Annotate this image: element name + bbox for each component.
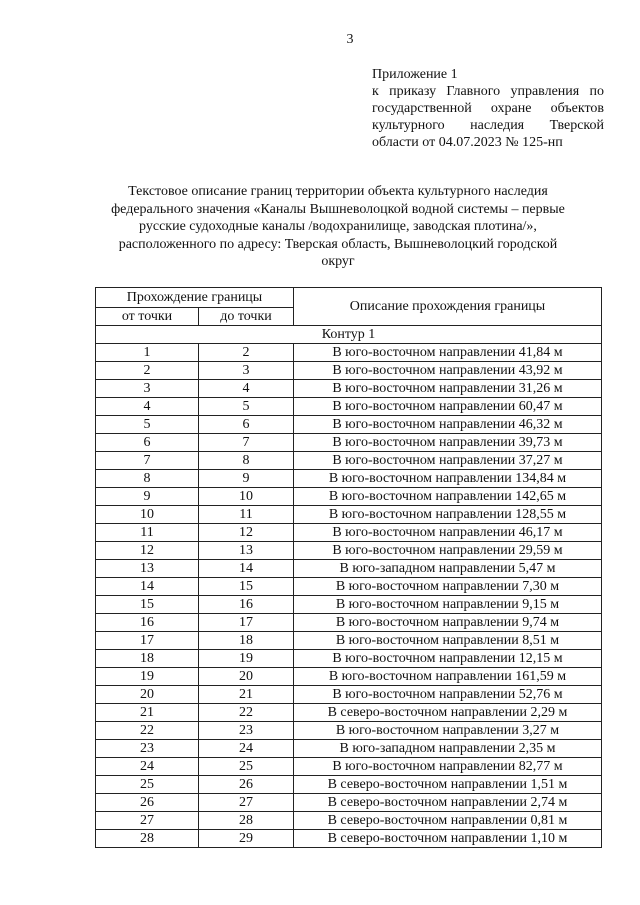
appendix-line: к приказу Главного управления по — [372, 84, 604, 99]
cell-to: 26 — [199, 776, 294, 794]
cell-from: 18 — [96, 650, 199, 668]
header-boundary: Прохождение границы — [96, 288, 294, 308]
cell-from: 7 — [96, 452, 199, 470]
cell-from: 13 — [96, 560, 199, 578]
cell-from: 24 — [96, 758, 199, 776]
cell-desc: В юго-восточном направлении 31,26 м — [294, 380, 602, 398]
table-row — [96, 578, 602, 596]
header-description: Описание прохождения границы — [294, 288, 602, 326]
cell-to: 6 — [199, 416, 294, 434]
cell-from: 6 — [96, 434, 199, 452]
cell-from: 14 — [96, 578, 199, 596]
table-row — [96, 704, 602, 722]
cell-desc: В юго-восточном направлении 3,27 м — [294, 722, 602, 740]
cell-from: 11 — [96, 524, 199, 542]
page-number: 3 — [346, 32, 354, 47]
boundary-table — [95, 287, 602, 848]
cell-from: 8 — [96, 470, 199, 488]
cell-to: 18 — [199, 632, 294, 650]
title-line: расположенного по адресу: Тверская область, Вышневолоцкий городской — [118, 236, 558, 252]
cell-to: 5 — [199, 398, 294, 416]
cell-to: 20 — [199, 668, 294, 686]
table-row — [96, 668, 602, 686]
cell-to: 17 — [199, 614, 294, 632]
cell-from: 4 — [96, 398, 199, 416]
cell-desc: В юго-восточном направлении 161,59 м — [294, 668, 602, 686]
title-line: Текстовое описание границ территории объекта культурного наследия — [128, 184, 548, 199]
title-line: федерального значения «Каналы Вышневолоцкой водной системы – первые — [111, 201, 565, 217]
cell-from: 10 — [96, 506, 199, 524]
cell-desc: В северо-восточном направлении 1,10 м — [294, 830, 602, 848]
cell-to: 13 — [199, 542, 294, 560]
cell-from: 22 — [96, 722, 199, 740]
table-row — [96, 722, 602, 740]
cell-to: 28 — [199, 812, 294, 830]
cell-to: 23 — [199, 722, 294, 740]
appendix-line: культурного наследия Тверской — [372, 118, 604, 133]
cell-from: 15 — [96, 596, 199, 614]
cell-from: 21 — [96, 704, 199, 722]
cell-to: 8 — [199, 452, 294, 470]
table-row — [96, 434, 602, 452]
cell-desc: В северо-восточном направлении 2,29 м — [294, 704, 602, 722]
cell-desc: В юго-восточном направлении 82,77 м — [294, 758, 602, 776]
cell-from: 12 — [96, 542, 199, 560]
table-row — [96, 776, 602, 794]
cell-from: 17 — [96, 632, 199, 650]
cell-desc: В юго-восточном направлении 9,74 м — [294, 614, 602, 632]
cell-from: 23 — [96, 740, 199, 758]
cell-desc: В юго-восточном направлении 60,47 м — [294, 398, 602, 416]
table-row — [96, 614, 602, 632]
cell-desc: В юго-восточном направлении 128,55 м — [294, 506, 602, 524]
title-line: округ — [321, 254, 355, 270]
cell-from: 1 — [96, 344, 199, 362]
table-row — [96, 740, 602, 758]
header-from: от точки — [96, 308, 199, 326]
table-row — [96, 596, 602, 614]
appendix-block — [372, 66, 604, 151]
table-row — [96, 632, 602, 650]
cell-desc: В юго-восточном направлении 43,92 м — [294, 362, 602, 380]
cell-to: 10 — [199, 488, 294, 506]
cell-to: 24 — [199, 740, 294, 758]
cell-from: 28 — [96, 830, 199, 848]
table-row — [96, 758, 602, 776]
cell-to: 3 — [199, 362, 294, 380]
cell-from: 2 — [96, 362, 199, 380]
document-title — [88, 183, 588, 271]
cell-to: 27 — [199, 794, 294, 812]
cell-from: 3 — [96, 380, 199, 398]
table-row — [96, 362, 602, 380]
table-row — [96, 542, 602, 560]
cell-to: 25 — [199, 758, 294, 776]
table-row — [96, 398, 602, 416]
table-row — [96, 416, 602, 434]
cell-from: 20 — [96, 686, 199, 704]
cell-desc: В юго-западном направлении 2,35 м — [294, 740, 602, 758]
table-row — [96, 470, 602, 488]
title-line: русские судоходные каналы /водохранилище, заводская плотина/», — [139, 219, 537, 235]
contour-label: Контур 1 — [96, 326, 602, 344]
cell-desc: В юго-восточном направлении 12,15 м — [294, 650, 602, 668]
table-row — [96, 506, 602, 524]
cell-desc: В юго-восточном направлении 46,17 м — [294, 524, 602, 542]
table-row — [96, 686, 602, 704]
cell-desc: В юго-восточном направлении 134,84 м — [294, 470, 602, 488]
cell-from: 5 — [96, 416, 199, 434]
cell-desc: В юго-восточном направлении 37,27 м — [294, 452, 602, 470]
cell-to: 15 — [199, 578, 294, 596]
appendix-line: Приложение 1 — [372, 67, 458, 82]
cell-from: 27 — [96, 812, 199, 830]
cell-from: 26 — [96, 794, 199, 812]
cell-to: 11 — [199, 506, 294, 524]
table-row — [96, 794, 602, 812]
cell-desc: В юго-восточном направлении 29,59 м — [294, 542, 602, 560]
appendix-line: области от 04.07.2023 № 125-нп — [372, 135, 563, 150]
cell-desc: В юго-восточном направлении 46,32 м — [294, 416, 602, 434]
table-row — [96, 524, 602, 542]
cell-desc: В юго-восточном направлении 39,73 м — [294, 434, 602, 452]
table-row — [96, 380, 602, 398]
cell-desc: В юго-восточном направлении 41,84 м — [294, 344, 602, 362]
cell-to: 21 — [199, 686, 294, 704]
cell-to: 12 — [199, 524, 294, 542]
cell-desc: В юго-восточном направлении 52,76 м — [294, 686, 602, 704]
cell-desc: В северо-восточном направлении 0,81 м — [294, 812, 602, 830]
cell-to: 4 — [199, 380, 294, 398]
cell-desc: В северо-восточном направлении 1,51 м — [294, 776, 602, 794]
cell-to: 7 — [199, 434, 294, 452]
cell-desc: В юго-восточном направлении 7,30 м — [294, 578, 602, 596]
cell-from: 9 — [96, 488, 199, 506]
table-row — [96, 812, 602, 830]
cell-to: 9 — [199, 470, 294, 488]
cell-to: 22 — [199, 704, 294, 722]
table-row — [96, 488, 602, 506]
cell-desc: В юго-восточном направлении 9,15 м — [294, 596, 602, 614]
table-row — [96, 650, 602, 668]
header-to: до точки — [199, 308, 294, 326]
cell-from: 19 — [96, 668, 199, 686]
cell-to: 2 — [199, 344, 294, 362]
cell-from: 16 — [96, 614, 199, 632]
table-row — [96, 830, 602, 848]
table-row — [96, 452, 602, 470]
cell-to: 29 — [199, 830, 294, 848]
table-row — [96, 344, 602, 362]
cell-desc: В юго-восточном направлении 8,51 м — [294, 632, 602, 650]
table-row — [96, 560, 602, 578]
cell-desc: В северо-восточном направлении 2,74 м — [294, 794, 602, 812]
cell-desc: В юго-западном направлении 5,47 м — [294, 560, 602, 578]
cell-to: 16 — [199, 596, 294, 614]
cell-to: 14 — [199, 560, 294, 578]
appendix-line: государственной охране объектов — [372, 101, 604, 116]
cell-desc: В юго-восточном направлении 142,65 м — [294, 488, 602, 506]
cell-from: 25 — [96, 776, 199, 794]
cell-to: 19 — [199, 650, 294, 668]
